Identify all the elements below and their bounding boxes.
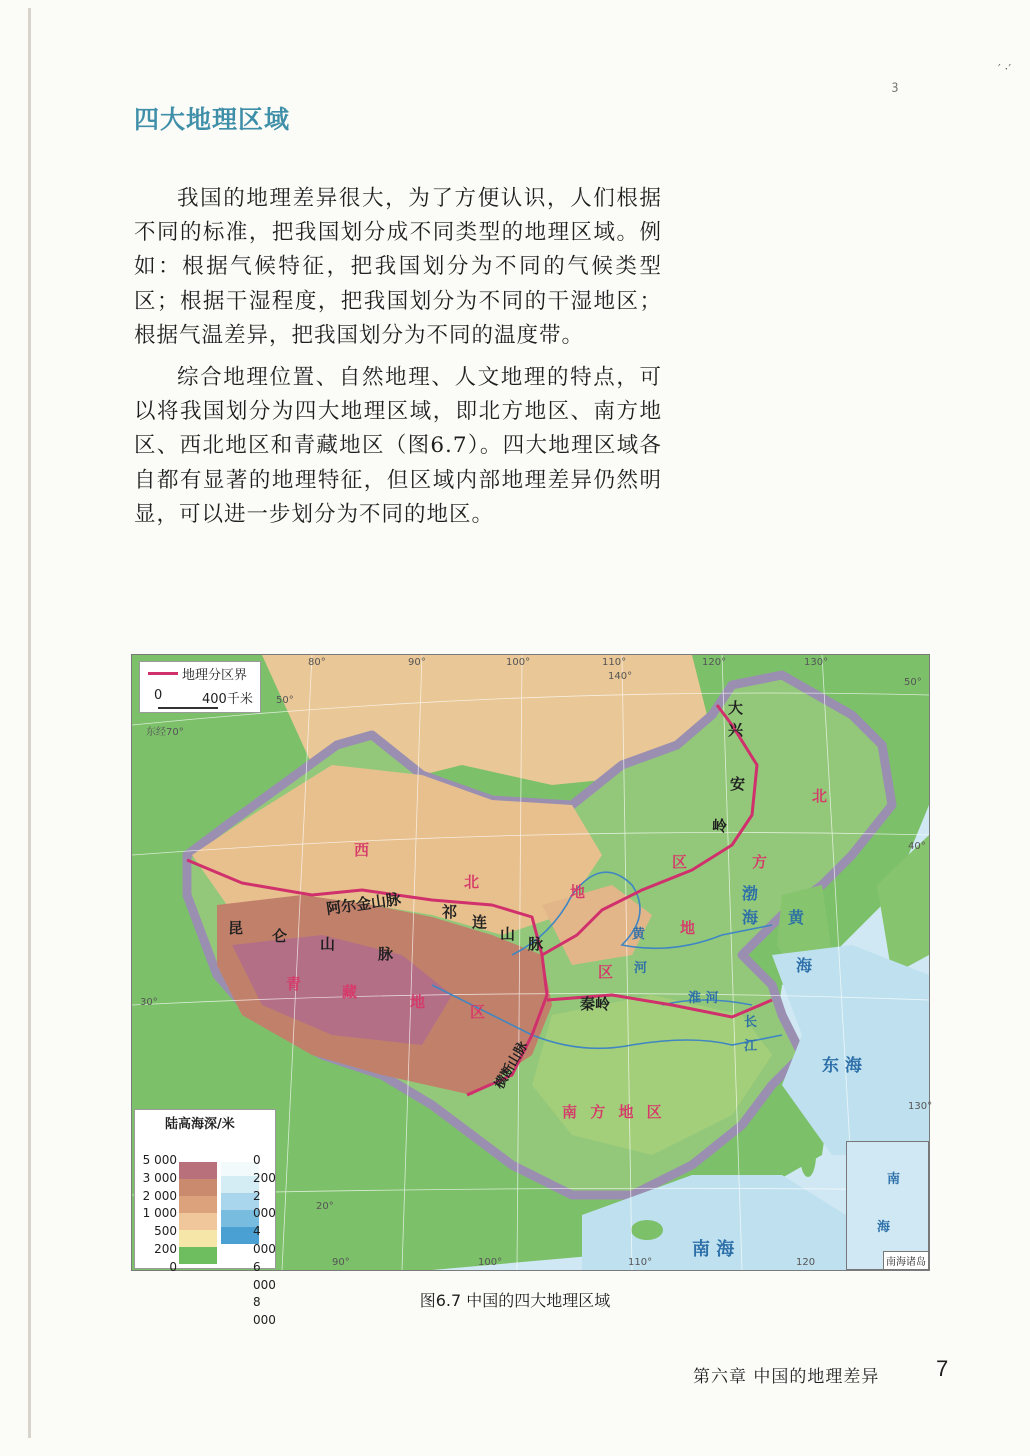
elevation-legend-title: 陆高海深/米 xyxy=(165,1117,235,1132)
footer-chapter: 第六章 中国的地理差异 xyxy=(693,1367,880,1387)
sea-level: 4 000 xyxy=(253,1224,276,1256)
land-level: 3 000 xyxy=(142,1170,177,1185)
coord-label: 110° xyxy=(628,1257,653,1268)
range-qilian-char: 山 xyxy=(500,925,516,943)
coord-label: 120 xyxy=(796,1257,816,1268)
region-qingzang-char: 藏 xyxy=(342,983,358,1001)
inset-caption: 南海诸岛 xyxy=(883,1251,928,1269)
hainan xyxy=(631,1220,663,1240)
paragraph-2: 综合地理位置、自然地理、人文地理的特点，可以将我国划分为四大地理区域，即北方地区、南方地区、西北地区和青藏地区（图6.7）。四大地理区域各自都有显著的地理特征，但区域内部地理差异仍然明显，可以进一步划分为不同的地区。 xyxy=(134,365,662,527)
sea-bohai-char: 渤 xyxy=(742,884,759,903)
range-qilian-char: 脉 xyxy=(528,935,544,953)
sea-bohai-char: 海 xyxy=(742,908,759,927)
range-qilian-char: 祁 xyxy=(442,903,458,921)
coord-label: 50° xyxy=(276,695,294,706)
river-huai-label: 淮 河 xyxy=(688,991,719,1006)
south-china-sea-inset xyxy=(846,1141,929,1270)
range-kunlun-char: 昆 xyxy=(228,919,244,937)
region-qingzang-char: 地 xyxy=(410,993,426,1011)
region-north-char: 北 xyxy=(812,787,828,805)
section-title: 四大地理区域 xyxy=(134,105,291,134)
land-swatch xyxy=(179,1162,217,1179)
range-daxinganling-char: 大 xyxy=(728,699,744,717)
land-swatch xyxy=(179,1230,217,1247)
land-level-labels xyxy=(139,1152,177,1277)
region-north-char: 区 xyxy=(598,963,614,981)
coord-label: 东经70° xyxy=(146,727,184,738)
sea-level: 200 xyxy=(253,1170,276,1185)
inset-sea-char: 海 xyxy=(877,1220,891,1235)
sea-level: 8 000 xyxy=(253,1295,276,1328)
pencil-mark: ′ ·′ xyxy=(998,62,1012,76)
river-changjiang-char: 长 xyxy=(744,1015,758,1030)
taiwan xyxy=(800,1133,816,1177)
land-level: 1 000 xyxy=(142,1206,177,1221)
page-edge-rule xyxy=(28,8,31,1438)
land-level: 2 000 xyxy=(142,1188,177,1203)
region-northwest-char: 西 xyxy=(354,841,370,859)
pencil-mark: ꝫ xyxy=(892,78,899,92)
paragraph-1: 我国的地理差异很大，为了方便认识，人们根据不同的标准，把我国划分成不同类型的地理区域。例如：根据气候特征，把我国划分为不同的气候类型区；根据干湿程度，把我国划分为不同的干湿地区；根据气温差异，把我国划分为不同的温度带。 xyxy=(134,186,662,348)
body-text xyxy=(134,182,662,540)
inset-sea-char: 南 xyxy=(887,1172,901,1187)
range-kunlun-char: 脉 xyxy=(378,945,394,963)
region-northwest-char: 区 xyxy=(672,853,688,871)
sea-level: 6 000 xyxy=(253,1259,276,1292)
coord-label: 130° xyxy=(804,657,829,668)
coord-label: 100° xyxy=(506,657,531,668)
land-level: 0 xyxy=(169,1259,177,1274)
range-daxinganling-char: 兴 xyxy=(728,721,744,739)
scale-max: 400千米 xyxy=(202,692,253,707)
range-qinling-label: 秦岭 xyxy=(580,995,611,1013)
boundary-line-sample xyxy=(148,672,178,675)
page-number: 7 xyxy=(936,1356,949,1381)
coord-label: 20° xyxy=(316,1201,334,1212)
sea-donghai-label: 东 海 xyxy=(822,1056,862,1076)
range-qilian-char: 连 xyxy=(472,913,488,931)
boundary-legend-label: 地理分区界 xyxy=(182,668,248,683)
coord-label: 120° xyxy=(702,657,727,668)
region-qingzang-char: 区 xyxy=(470,1003,486,1021)
region-northwest-char: 地 xyxy=(570,883,586,901)
sea-huanghai-char: 海 xyxy=(796,956,813,975)
region-south-label: 南 方 地 区 xyxy=(562,1103,666,1121)
coord-label: 90° xyxy=(408,657,426,668)
land-swatch xyxy=(179,1196,217,1213)
land-swatch xyxy=(179,1213,217,1230)
scale-bar xyxy=(158,707,218,709)
range-kunlun-char: 山 xyxy=(320,935,336,953)
sea-level: 0 xyxy=(253,1153,261,1167)
coord-label: 130° xyxy=(908,1101,933,1112)
coord-label: 40° xyxy=(908,841,926,852)
sea-huanghai-char: 黄 xyxy=(788,908,805,927)
region-north-char: 方 xyxy=(752,853,768,871)
land-swatch xyxy=(179,1247,217,1264)
river-yellow-char: 黄 xyxy=(632,927,646,942)
land-level: 500 xyxy=(154,1224,177,1239)
river-yellow-char: 河 xyxy=(634,961,648,976)
boundary-legend xyxy=(139,661,261,713)
land-level: 200 xyxy=(154,1241,177,1256)
figure-caption: 图6.7 中国的四大地理区域 xyxy=(419,1291,611,1310)
elevation-legend xyxy=(134,1109,276,1328)
range-altun-label: 阿尔金山脉 xyxy=(325,889,402,919)
coord-label: 140° xyxy=(608,671,633,682)
sea-nanhai-label: 南 海 xyxy=(692,1239,735,1260)
coord-label: 100° xyxy=(478,1257,503,1268)
land-level: 5 000 xyxy=(142,1153,177,1167)
region-northwest-char: 北 xyxy=(464,873,480,891)
region-qingzang-char: 青 xyxy=(286,975,302,993)
sea-level: 2 000 xyxy=(253,1188,276,1221)
coord-label: 110° xyxy=(602,657,627,668)
coord-label: 90° xyxy=(332,1257,350,1268)
scale-zero: 0 xyxy=(154,688,163,703)
range-daxinganling-char: 安 xyxy=(730,775,746,793)
coord-label: 50° xyxy=(904,677,922,688)
coord-label: 80° xyxy=(308,657,326,668)
range-hengduan-label: 横断山脉 xyxy=(492,1039,532,1092)
coord-label: 30° xyxy=(140,997,158,1008)
range-kunlun-char: 仑 xyxy=(272,927,288,945)
land-swatch xyxy=(179,1179,217,1196)
river-changjiang-char: 江 xyxy=(744,1039,758,1054)
range-daxinganling-char: 岭 xyxy=(712,817,728,835)
region-north-char: 地 xyxy=(680,919,696,937)
